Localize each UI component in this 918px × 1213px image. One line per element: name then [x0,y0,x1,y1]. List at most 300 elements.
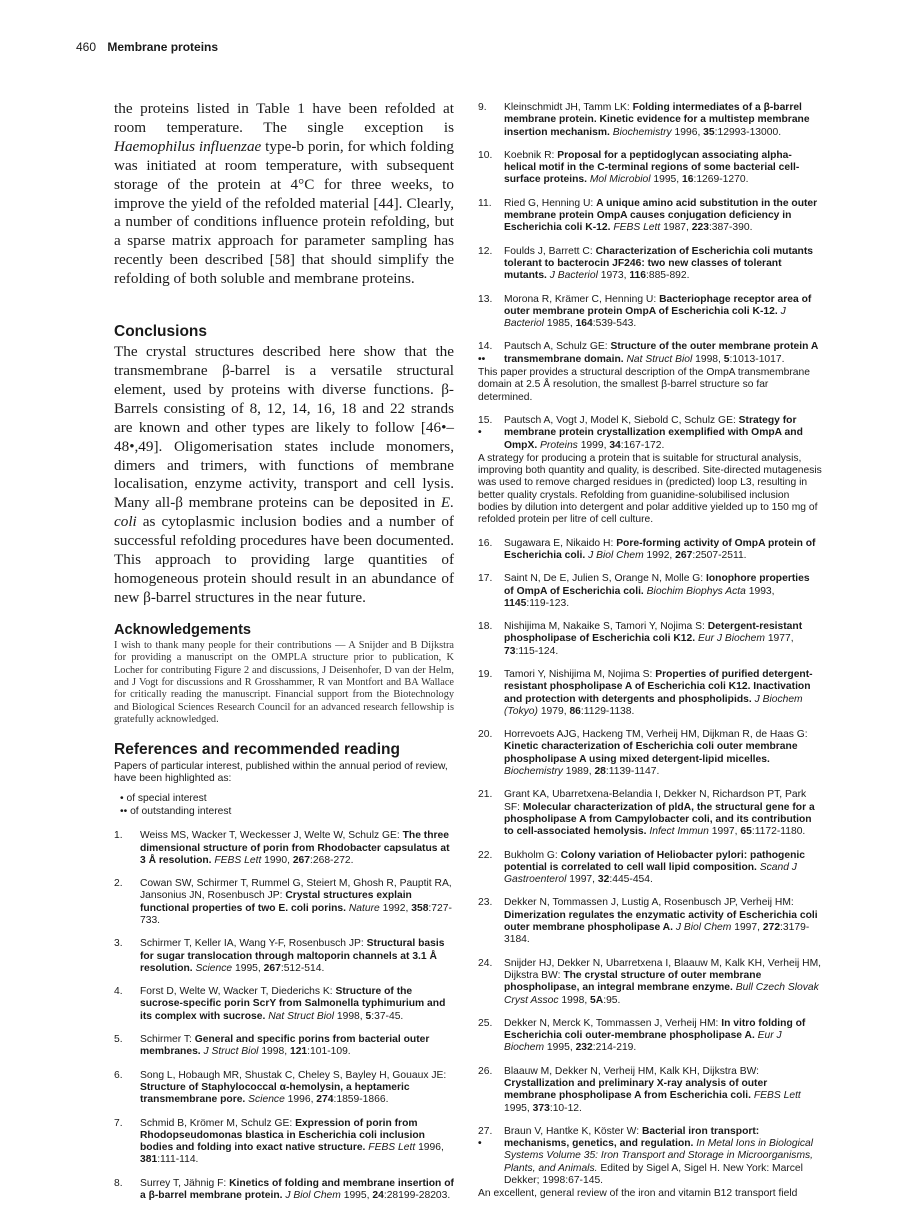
reference-index: 26. [478,1065,493,1077]
reference-number [478,538,504,563]
reference-year: 1997, [708,826,741,838]
reference-number [478,246,504,283]
reference-title: Proposal for a peptidoglycan associating alpha-helical motif in the C-terminal regions of some bacterial cell-surface proteins. [504,149,800,186]
reference-year: 1985, [544,318,576,330]
reference-item [114,878,454,927]
reference-item [114,1034,454,1059]
reference-journal: FEBS Lett [610,222,661,234]
reference-number [478,102,504,139]
reference-pages: :115-124. [515,645,559,657]
reference-year: 1995, [544,1042,576,1054]
reference-number [114,1070,140,1107]
reference-authors: Blaauw M, Dekker N, Verheij HM, Kalk KH, Dijkstra BW: [504,1065,760,1077]
reference-year: 1995, [650,174,682,186]
reference-year: 1995, [340,1190,373,1202]
reference-number [114,986,140,1023]
reference-body [504,294,822,331]
reference-row [114,1034,454,1059]
reference-journal: J Bacteriol [504,305,786,330]
reference-pages: :727-733. [140,902,452,926]
reference-index: 5. [114,1034,123,1046]
reference-item [478,669,822,718]
reference-volume: 28 [594,766,606,778]
reference-rating: • [478,1138,482,1150]
reference-row [478,1066,822,1115]
reference-volume: 223 [691,222,709,234]
reference-item [478,538,822,563]
reference-row [478,198,822,235]
reference-list-right [478,102,822,1201]
reference-row [478,669,822,718]
reference-authors: Cowan SW, Schirmer T, Rummel G, Steiert M, Ghosh R, Pauptit RA, Jansonius JN, Rosenbusch JP: [140,878,452,902]
reference-volume: 164 [575,318,593,330]
reference-index: 22. [478,849,493,861]
reference-volume: 32 [597,874,610,886]
reference-row [478,1018,822,1055]
reference-title: Pore-forming activity of OmpA protein of Escherichia coli. [504,537,816,561]
reference-authors: Dekker N, Merck K, Tommassen J, Verheij HM: [504,1017,722,1029]
reference-authors: Ried G, Henning U: [504,197,597,209]
reference-volume: 5A [590,994,604,1006]
reference-index: 1. [114,830,123,842]
reference-pages: :1139-1147. [605,766,660,778]
reference-volume: 267 [292,854,310,866]
reference-volume: 274 [316,1094,334,1106]
reference-journal: J Bacteriol [546,270,598,282]
reference-pages: :12993-13000. [714,126,782,138]
reference-pages: :10-12. [549,1102,582,1114]
reference-index: 13. [478,293,493,305]
reference-annotation: An excellent, general review of the iron and vitamin B12 transport field [478,1188,798,1200]
reference-body [504,573,822,610]
reference-title: Ionophore properties of OmpA of Escherichia coli. [504,573,810,597]
reference-title: Characterization of Escherichia coli mutants tolerant to bacterocin JF246: two new classes of tolerant mutants. [504,245,813,282]
reference-rating: •• [478,353,486,365]
reference-number [478,729,504,778]
references-heading: References and recommended reading [114,740,400,758]
reference-item [478,729,822,778]
reference-pages: :885-892. [645,270,690,282]
reference-number [478,1018,504,1055]
conclusions-heading: Conclusions [114,323,208,341]
reference-pages: :445-454. [609,874,653,886]
reference-index: 6. [114,1069,123,1081]
reference-volume: 73 [504,645,516,657]
reference-row [478,958,822,1007]
reference-item [114,830,454,867]
reference-item [478,850,822,887]
acknowledgements-paragraph: I wish to thank many people for their contributions — A Snijder and B Dijkstra for providing a manuscript on the OMPLA structure prior to publication, K Locher for contributing Figure 2 and discussions, J Deisenhofer, D van der Helm, and J Vogt for discussions and R Grosshammer, R van Montfort and BA Wallace for critically reading the manuscript. Financial support from the Biotechnology and Biological Sciences Research Council for an advanced research fellowship is gratefully acknowledged. [114,639,454,726]
reference-item [114,1178,454,1203]
reference-index: 25. [478,1017,493,1029]
reference-year: 1993, [745,585,775,597]
reference-volume: 65 [740,826,752,838]
reference-body [140,1070,454,1107]
reference-title: Dimerization regulates the enzymatic activity of Escherichia coli outer membrane phospholipase A. [504,909,818,934]
reference-authors: Surrey T, Jähnig F: [140,1177,230,1189]
legend-outstanding: •• of outstanding interest [120,805,232,817]
reference-body [504,1066,822,1115]
reference-pages: :539-543. [592,318,637,330]
reference-index: 11. [478,197,492,209]
reference-volume: 267 [675,549,693,561]
reference-authors: Schmid B, Krömer M, Schulz GE: [140,1117,296,1129]
reference-title: Colony variation of Heliobacter pylori: pathogenic potential is correlated to cell wall lipid composition. [504,849,805,873]
reference-authors: Pautsch A, Schulz GE: [504,341,611,353]
intro-paragraph: the proteins listed in Table 1 have been refolded at room temperature. The single exception is Haemophilus influenzae type-b porin, for which folding was initiated at room temperature, with subsequent storage of the protein at 4°C for three weeks, to improve the yield of the refolded material [44]. Clearly, a number of conditions influence protein refolding, but a sparse matrix approach for parameter sampling has recently been described [58] that should simplify the refolding of both soluble and membrane proteins. [114,100,454,288]
reference-title: The crystal structure of outer membrane phospholipase, an integral membrane enzyme. [504,969,762,994]
reference-journal: Proteins [537,439,578,451]
reference-year: 1987, [660,222,692,234]
reference-number [478,415,504,452]
reference-number [114,938,140,975]
reference-authors: Dekker N, Tommassen J, Lustig A, Rosenbusch JP, Verheij HM: [504,897,794,909]
reference-index: 9. [478,102,487,113]
reference-body [504,669,822,718]
reference-title: The three dimensional structure of porin from Rhodobacter capsulatus at 3 Å resolution. [140,830,450,866]
reference-title: Folding intermediates of a β-barrel membrane protein. Kinetic evidence for a multistep membrane insertion mechanism. [504,102,810,138]
reference-body [140,1178,454,1203]
reference-journal: Science [192,962,233,974]
section-title: Membrane proteins [107,40,219,54]
reference-year: 1996, [284,1094,317,1106]
legend-special: • of special interest [120,793,207,805]
reference-title: In vitro folding of Escherichia coli outer-membrane phospholipase A. [504,1017,806,1042]
reference-journal: FEBS Lett [211,854,262,866]
reference-index: 12. [478,245,493,257]
reference-journal: J Biochem (Tokyo) [504,693,803,717]
reference-year: 1995, [504,1102,533,1114]
reference-title: Expression of porin from Rhodopseudomonas blastica in Escherichia coli inclusion bodies and folding into exact native structure. [140,1117,425,1154]
reference-body [504,958,822,1007]
reference-body [504,729,822,778]
reference-title: Strategy for membrane protein crystallization exemplified with OmpA and OmpX. [504,414,803,451]
reference-authors: Braun V, Hantke K, Köster W: [504,1125,642,1137]
reference-number [478,341,504,366]
reference-volume: 16 [682,174,694,186]
reference-body [140,830,454,867]
reference-authors: Bukholm G: [504,849,561,861]
reference-title: General and specific porins from bacterial outer membranes. [140,1034,430,1058]
reference-journal: J Struct Biol [200,1046,259,1058]
reference-number [478,621,504,658]
reference-body [140,878,454,927]
reference-authors: Saint N, De E, Julien S, Orange N, Molle G: [504,573,707,585]
reference-volume: 358 [411,902,429,914]
reference-journal: Bull Czech Slovak Cryst Assoc [504,982,819,1006]
reference-body [504,198,822,235]
reference-item [478,958,822,1007]
reference-pages: :1013-1017. [729,353,785,365]
reference-item [478,1018,822,1055]
reference-journal: FEBS Lett [751,1090,801,1102]
reference-journal: Nat Struct Biol [623,353,693,365]
reference-body [140,938,454,975]
reference-number [478,1066,504,1115]
reference-index: 2. [114,878,123,890]
reference-journal: Nat Struct Biol [265,1010,334,1022]
reference-body [504,1018,822,1055]
reference-authors: Song L, Hobaugh MR, Shustak C, Cheley S, Bayley H, Gouaux JE: [140,1069,447,1081]
reference-authors: Sugawara E, Nikaido H: [504,537,617,549]
reference-title: Bacteriophage receptor area of outer membrane protein OmpA of Escherichia coli K-12. [504,293,812,317]
reference-body [504,538,822,563]
reference-item [114,1070,454,1107]
reference-body [504,341,822,366]
reference-pages: :101-109. [307,1046,351,1058]
reference-journal: J Biol Chem [585,549,644,561]
reference-volume: 34 [609,439,621,451]
reference-authors: Schirmer T, Keller IA, Wang Y-F, Rosenbusch JP: [140,938,367,950]
reference-row [478,415,822,452]
reference-pages: :37-45. [371,1010,404,1022]
reference-pages: :167-172. [620,439,665,451]
reference-title: Kinetics of folding and membrane insertion of a β-barrel membrane protein. [140,1177,454,1202]
reference-volume: 5 [723,353,730,365]
reference-body [140,1118,454,1167]
reference-number [478,573,504,610]
reference-item [478,1126,822,1201]
reference-volume: 373 [532,1102,550,1114]
reference-volume: 24 [372,1190,384,1202]
reference-authors: Pautsch A, Vogt J, Model K, Siebold C, Schulz GE: [504,414,739,426]
acknowledgements-heading: Acknowledgements [114,621,252,638]
reference-index: 14. [478,341,493,353]
reference-body [504,789,822,838]
reference-item [478,102,822,139]
reference-volume: 232 [575,1042,593,1054]
reference-authors: Schirmer T: [140,1034,195,1046]
reference-title: A unique amino acid substitution in the outer membrane protein OmpA causes conjugation deficiency in Escherichia coli K-12. [504,197,818,234]
reference-pages: :387-390. [708,222,753,234]
reference-volume: 86 [569,705,581,717]
reference-title: Structure of the sucrose-specific porin ScrY from Salmonella typhimurium and its complex with sucrose. [140,986,446,1022]
reference-year: 1998, [558,994,591,1006]
reference-volume: 1145 [504,597,527,609]
page-number: 460 [76,40,97,54]
reference-body [504,897,822,946]
reference-authors: Forst D, Welte W, Wacker T, Diederichs K: [140,986,336,998]
reference-title: Structure of Staphylococcal α-hemolysin, a heptameric transmembrane pore. [140,1081,410,1106]
reference-volume: 267 [263,962,281,974]
reference-year: 1973, [597,270,630,282]
reference-volume: 121 [289,1046,308,1058]
reference-row [478,341,822,366]
reference-pages: :119-123. [526,597,570,609]
reference-pages: :28199-28203. [383,1190,451,1202]
reference-number [114,878,140,927]
reference-pages: :1859-1866. [333,1094,389,1106]
reference-rating: • [478,427,482,439]
reference-title: Structural basis for sugar translocation through maltoporin channels at 3.1 Å resolution. [140,938,445,974]
reference-annotation: This paper provides a structural description of the OmpA transmembrane domain at 2.5 Å resolution, the smallest β-barrel structure so far determined. [478,367,810,403]
reference-volume: 116 [629,270,646,282]
reference-index: 8. [114,1177,123,1189]
reference-item [114,986,454,1023]
reference-body [504,621,822,658]
reference-year: 1992, [379,902,412,914]
references-legend [120,793,454,818]
reference-row [114,1070,454,1107]
reference-authors: Foulds J, Barrett C: [504,245,596,257]
reference-body [140,986,454,1023]
reference-body [504,850,822,887]
reference-row [478,573,822,610]
reference-index: 17. [478,573,493,585]
reference-number [114,830,140,867]
reference-year: 1997, [566,874,598,886]
reference-pages: :111-114. [157,1154,199,1166]
reference-pages: :1129-1138. [580,705,635,717]
reference-journal: Mol Microbiol [586,174,651,186]
reference-index: 10. [478,149,493,161]
reference-item [478,341,822,403]
reference-number [478,198,504,235]
reference-number [478,669,504,718]
reference-year: 1997, [731,922,763,934]
reference-journal: Biochim Biophys Acta [643,585,746,597]
reference-number [114,1034,140,1059]
reference-row [478,1126,822,1187]
reference-journal: Eur J Biochem [504,1030,782,1054]
reference-row [478,729,822,778]
reference-item [478,1066,822,1115]
reference-journal: Eur J Biochem [695,633,765,645]
reference-pages: :512-514. [280,962,325,974]
reference-number [478,850,504,887]
reference-pages: :214-219. [592,1042,637,1054]
reference-item [478,897,822,946]
reference-number [478,294,504,331]
reference-index: 23. [478,897,493,909]
reference-row [478,789,822,838]
reference-item [478,789,822,838]
reference-authors: Weiss MS, Wacker T, Weckesser J, Welte W, Schulz GE: [140,830,403,842]
reference-title: Crystallization and preliminary X-ray analysis of outer membrane phospholipase A from Escherichia coli. [504,1078,768,1102]
reference-body [140,1034,454,1059]
reference-row [114,878,454,927]
reference-title: Crystal structures explain functional properties of two E. coli porins. [140,890,412,914]
reference-item [114,938,454,975]
reference-number [478,150,504,187]
reference-body [504,150,822,187]
reference-row [478,102,822,139]
reference-row [478,850,822,887]
reference-authors: Horrevoets AJG, Hackeng TM, Verheij HM, Dijkman R, de Haas G: [504,729,808,741]
reference-authors: Snijder HJ, Dekker N, Ubarretxena I, Blaauw M, Kalk KH, Verheij HM, Dijkstra BW: [504,957,822,981]
reference-authors: Tamori Y, Nishijima M, Nojima S: [504,668,656,680]
reference-volume: 5 [365,1010,372,1022]
reference-volume: 272 [762,922,781,934]
reference-row [114,938,454,975]
reference-number [478,897,504,946]
reference-volume: 35 [703,126,715,138]
reference-body [504,1126,822,1187]
reference-index: 20. [478,729,493,741]
reference-pages: :2507-2511. [692,549,747,561]
reference-year: 1977, [764,633,794,645]
reference-journal: Infect Immun [646,826,709,838]
reference-volume: 381 [140,1154,158,1166]
reference-row [478,294,822,331]
reference-row [114,1178,454,1203]
reference-item [478,415,822,527]
right-column [478,102,822,1212]
reference-index: 15. [478,414,493,426]
reference-pages: :95. [603,994,621,1006]
reference-index: 27. [478,1125,493,1137]
reference-row [478,621,822,658]
reference-pages: :3179-3184. [504,922,810,946]
reference-year: 1998, [334,1010,366,1022]
conclusions-paragraph: The crystal structures described here show that the transmembrane β-barrel is a versatile structural element, used by proteins with diverse functions. β-Barrels consisting of 8, 12, 14, 16, 18 and 22 strands are known and other types are likely to follow [46•–48•,49]. Oligomerisation states include monomers, dimers and trimers, with functions of membrane localisation, enzyme activity, transport and cell lysis. Many all-β membrane proteins can be deposited in E. coli as cytoplasmic inclusion bodies and a number of successful refolding procedures have been documented. This approach to providing large quantities of homogeneous protein should result in an abundance of new β-barrel structures in the near future. [114,343,454,606]
reference-item [478,294,822,331]
reference-item [478,246,822,283]
reference-item [478,150,822,187]
reference-year: 1999, [577,439,610,451]
reference-journal: J Biol Chem [282,1190,341,1202]
reference-pages: :1269-1270. [693,174,749,186]
reference-year: 1992, [643,549,676,561]
reference-title: Kinetic characterization of Escherichia coli outer membrane phospholipase A using mixed detergent-lipid micelles. [504,741,798,765]
reference-item [478,573,822,610]
reference-row [114,830,454,867]
references-intro: Papers of particular interest, published within the annual period of review, have been highlighted as: [114,760,448,784]
reference-item [478,198,822,235]
reference-title: Structure of the outer membrane protein A transmembrane domain. [504,341,818,365]
reference-body [504,246,822,283]
running-head [76,40,218,54]
reference-body [504,102,822,139]
reference-index: 4. [114,986,123,998]
reference-authors: Koebnik R: [504,149,558,161]
reference-number [478,789,504,838]
reference-authors: Morona R, Krämer C, Henning U: [504,293,660,305]
reference-journal: FEBS Lett [365,1142,416,1154]
reference-item [478,621,822,658]
reference-authors: Grant KA, Ubarretxena-Belandia I, Dekker N, Richardson PT, Park SF: [504,789,807,813]
reference-list-left [114,830,454,1202]
reference-year: 1979, [537,705,570,717]
reference-title: Detergent-resistant phospholipase of Escherichia coli K12. [504,621,803,645]
reference-number [114,1178,140,1203]
reference-row [114,986,454,1023]
reference-year: 1990, [261,854,293,866]
reference-index: 7. [114,1117,123,1129]
reference-index: 16. [478,537,493,549]
reference-title: Bacterial iron transport: mechanisms, genetics, and regulation. [504,1125,760,1150]
reference-journal: In Metal Ions in Biological Systems Volume 35: Iron Transport and Storage in Microorganisms, Plants, and Animals. [504,1138,814,1174]
reference-year: 1996, [415,1142,444,1154]
reference-journal: Science [245,1094,285,1106]
reference-index: 18. [478,621,493,633]
reference-pages: :268-272. [310,854,354,866]
reference-row [478,150,822,187]
reference-authors: Nishijima M, Nakaike S, Tamori Y, Nojima S: [504,621,708,633]
reference-journal: Biochemistry [609,126,672,138]
reference-year: 1996, [671,126,704,138]
reference-index: 21. [478,789,493,801]
reference-number [114,1118,140,1167]
reference-index: 19. [478,668,493,680]
reference-year: Edited by Sigel A, Sigel H. New York: Marcel Dekker; 1998:67-145. [504,1162,803,1187]
reference-index: 3. [114,938,123,950]
left-column [114,100,454,1213]
reference-journal: Scand J Gastroenterol [504,861,797,886]
reference-annotation: A strategy for producing a protein that is suitable for structural analysis, improving both quantity and quality, is described. Site-directed mutagenesis was used to remove charged residues in (predicted) loop L3, resulting in better quality crystals. Refolding from guanidine-solubilised inclusion bodies by dilution into detergent and polar additive yielded up to 150 mg of refolded protein per litre of cell culture. [478,452,822,526]
reference-row [478,897,822,946]
reference-title: Molecular characterization of pldA, the structural gene for a phospholipase A from Campylobacter coli, and its contribution to cell-associated hemolysis. [504,801,815,838]
